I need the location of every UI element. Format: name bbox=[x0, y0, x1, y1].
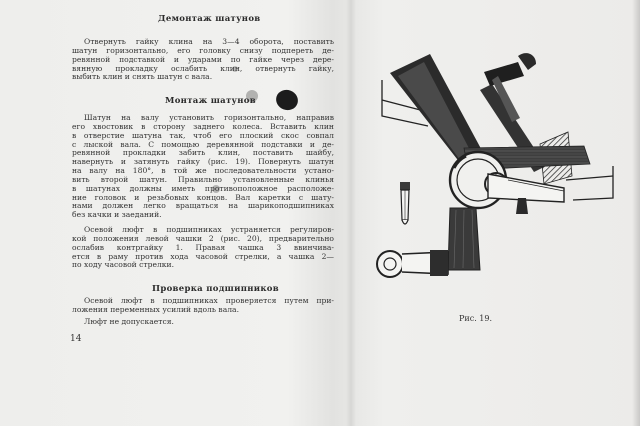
text-line: с лыской вала. С помощью деревянной подставки и де- bbox=[72, 140, 334, 149]
text-line: его хвостовик в сторону заднего колеса. Вставить клин bbox=[72, 122, 334, 131]
text-line: Осевой люфт в подшипниках проверяется путем при- bbox=[84, 297, 334, 305]
paragraph-bearing-check bbox=[72, 297, 334, 315]
ink-blot bbox=[273, 87, 301, 113]
text-line: в отверстие шатуна так, чтоб его плоский скос совпал bbox=[72, 131, 334, 140]
text-line: выбить клин и снять шатун с вала. bbox=[72, 73, 213, 82]
hammer-head bbox=[484, 62, 524, 86]
text-line: по ходу часовой стрелки. bbox=[72, 261, 175, 270]
text-line: вянную прокладку ослабить клин, отвернуть гайку, bbox=[72, 64, 334, 73]
paragraph-disassembly bbox=[72, 38, 334, 82]
text-line: Отвернуть гайку клина на 3—4 оборота, поставить bbox=[84, 38, 334, 46]
text-line: ревянной прокладки забить клин, поставить шайбу, bbox=[72, 149, 334, 158]
paragraph-axial-play bbox=[72, 226, 334, 270]
text-line: в шатунах должны иметь противоположное расположе- bbox=[72, 184, 334, 193]
text-line: навернуть и затянуть гайку (рис. 19). Повернуть шатун bbox=[72, 158, 334, 167]
page-number: 14 bbox=[70, 334, 82, 344]
paragraph-assembly bbox=[72, 114, 334, 220]
page-fold bbox=[346, 0, 356, 426]
text-line: кой положения левой чашки 2 (рис. 20), предварительно bbox=[72, 234, 334, 243]
cotter-pin bbox=[400, 182, 410, 224]
section-heading-disassembly: Демонтаж шатунов bbox=[158, 14, 261, 24]
text-line: Осевой люфт в подшипниках устраняется регулиров- bbox=[84, 226, 334, 234]
figure-19-crank-assembly bbox=[368, 48, 630, 310]
text-line: вить второй шатун. Правильно установленные клинья bbox=[72, 175, 334, 184]
page-edge-shadow bbox=[632, 0, 640, 426]
text-line: Шатун на валу установить горизонтально, направив bbox=[84, 114, 334, 122]
section-heading-assembly: Монтаж шатунов bbox=[165, 96, 256, 106]
text-line: шатун горизонтально, его головку снизу подпереть де- bbox=[72, 46, 334, 55]
section-heading-bearing-check: Проверка подшипников bbox=[152, 284, 279, 294]
text-line: ложения переменных усилий вдоль вала. bbox=[72, 305, 239, 314]
text-line: ослабив контргайку 1. Правая чашка 3 ввинчива- bbox=[72, 243, 334, 252]
connecting-rod bbox=[377, 250, 448, 277]
figure-caption: Рис. 19. bbox=[459, 314, 493, 323]
text-line: без качки и заеданий. bbox=[72, 211, 162, 220]
text-line: ние головок и резьбовых концов. Вал каретки с шату- bbox=[72, 193, 334, 202]
text-line: ревянной подставкой и ударами по гайке через дере- bbox=[72, 55, 334, 64]
text-line: Люфт не допускается. bbox=[84, 318, 174, 326]
text-line: ется в раму против хода часовой стрелки, а чашка 2— bbox=[72, 252, 334, 261]
text-line: на валу на 180°, в той же последовательности устано- bbox=[72, 167, 334, 176]
text-line: нами должен легко вращаться на шарикоподшипниках bbox=[72, 202, 334, 211]
paragraph-no-play bbox=[72, 318, 334, 327]
